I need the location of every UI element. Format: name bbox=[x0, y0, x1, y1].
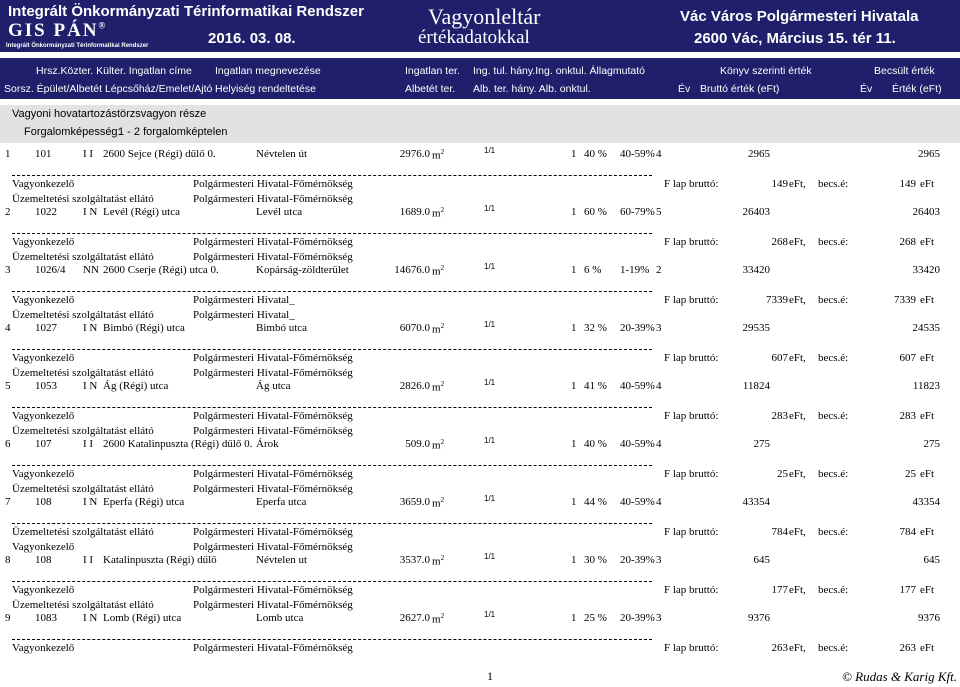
system-title: Integrált Önkormányzati Térinformatikai Rendszer bbox=[8, 3, 364, 20]
record-line3-org: Polgármesteri Hivatal-Főmérnökség bbox=[193, 483, 353, 495]
record-pct: 44 % bbox=[584, 496, 607, 508]
record-name: Névtelen ut bbox=[256, 554, 308, 566]
record-sorsz: 8 bbox=[5, 554, 11, 566]
record-becs-label: becs.é: bbox=[818, 468, 849, 480]
column-header: Érték (eFt) bbox=[892, 83, 942, 95]
record-estimated-value: 26403 bbox=[912, 206, 940, 218]
record-class: 3 bbox=[656, 322, 662, 334]
column-header: Könyv szerinti érték bbox=[720, 65, 812, 77]
record-name: Árok bbox=[256, 438, 279, 450]
record-class: 3 bbox=[656, 612, 662, 624]
record-row bbox=[0, 438, 960, 496]
record-name: Ág utca bbox=[256, 380, 291, 392]
record-hrsz: 107 bbox=[35, 438, 52, 450]
record-sorsz: 3 bbox=[5, 264, 11, 276]
report-subtitle: értékadatokkal bbox=[418, 27, 530, 48]
record-class: 2 bbox=[656, 264, 662, 276]
record-row bbox=[0, 496, 960, 554]
record-becs-label: becs.é: bbox=[818, 352, 849, 364]
record-range: 40-59% bbox=[620, 380, 655, 392]
record-class: 4 bbox=[656, 496, 662, 508]
record-flags: I N bbox=[83, 496, 98, 508]
column-header: Sorsz. Épület/Albetét Lépcsőház/Emelet/Ajtó bbox=[4, 83, 213, 95]
record-flags: I I bbox=[83, 438, 94, 450]
gispan-logo bbox=[8, 20, 107, 42]
column-header: Bruttó érték (eFt) bbox=[700, 83, 780, 95]
record-book-value: 645 bbox=[753, 554, 770, 566]
record-sorsz: 5 bbox=[5, 380, 11, 392]
record-hrsz: 108 bbox=[35, 554, 52, 566]
record-book-value: 275 bbox=[753, 438, 770, 450]
record-address: Eperfa (Régi) utca bbox=[103, 496, 185, 508]
record-line2-org: Polgármesteri Hivatal_ bbox=[193, 294, 295, 306]
record-line2-label: Vagyonkezelő bbox=[12, 352, 75, 364]
record-becs-value: 149 bbox=[899, 178, 916, 190]
record-line3-org: Polgármesteri Hivatal-Főmérnökség bbox=[193, 193, 353, 205]
record-becs-unit: eFt bbox=[920, 642, 935, 654]
record-share: 1/1 bbox=[484, 204, 496, 213]
record-address: Katalinpuszta (Régi) dűlő bbox=[103, 554, 217, 566]
record-line2-org: Polgármesteri Hivatal-Főmérnökség bbox=[193, 468, 353, 480]
record-flags: I I bbox=[83, 554, 94, 566]
record-line3-label: Üzemeltetési szolgáltatást ellátó bbox=[12, 599, 154, 611]
record-book-value: 11824 bbox=[742, 380, 770, 392]
record-f-label: F lap bruttó: bbox=[664, 526, 719, 538]
record-hrsz: 1083 bbox=[35, 612, 57, 624]
record-estimated-value: 33420 bbox=[912, 264, 940, 276]
record-becs-label: becs.é: bbox=[818, 526, 849, 538]
logo-text: GIS PÁN bbox=[8, 20, 99, 41]
record-becs-label: becs.é: bbox=[818, 642, 849, 654]
record-estimated-value: 24535 bbox=[912, 322, 940, 334]
record-estimated-value: 9376 bbox=[918, 612, 940, 624]
record-becs-label: becs.é: bbox=[818, 410, 849, 422]
record-f-label: F lap bruttó: bbox=[664, 178, 719, 190]
column-header: Ing. tul. hány.Ing. onktul. Állagmutató bbox=[473, 65, 645, 77]
record-pct: 60 % bbox=[584, 206, 607, 218]
record-line2-org: Polgármesteri Hivatal-Főmérnökség bbox=[193, 526, 353, 538]
record-becs-value: 177 bbox=[899, 584, 916, 596]
record-row bbox=[0, 206, 960, 264]
record-line2-org: Polgármesteri Hivatal-Főmérnökség bbox=[193, 352, 353, 364]
record-book-value: 29535 bbox=[742, 322, 770, 334]
record-f-unit: eFt, bbox=[789, 352, 806, 364]
unit-exponent: 2 bbox=[440, 206, 445, 214]
unit-base: m bbox=[432, 439, 441, 452]
record-range: 40-59% bbox=[620, 496, 655, 508]
record-area: 2826.0 bbox=[399, 380, 430, 392]
record-f-value: 7339 bbox=[766, 294, 788, 306]
record-f-label: F lap bruttó: bbox=[664, 468, 719, 480]
unit-exponent: 2 bbox=[440, 496, 445, 504]
record-area-unit bbox=[432, 612, 444, 626]
page-number: 1 bbox=[487, 669, 493, 683]
record-class: 4 bbox=[656, 380, 662, 392]
record-address: 2600 Katalinpuszta (Régi) dűlő 0. bbox=[103, 438, 253, 450]
unit-base: m bbox=[432, 497, 441, 510]
record-becs-label: becs.é: bbox=[818, 294, 849, 306]
record-area: 2976.0 bbox=[399, 148, 430, 160]
record-f-unit: eFt, bbox=[789, 468, 806, 480]
record-separator bbox=[12, 407, 652, 408]
record-onk: 1 bbox=[571, 496, 577, 508]
record-book-value: 43354 bbox=[742, 496, 770, 508]
section-title: Vagyoni hovatartozástörzsvagyon része bbox=[12, 108, 207, 120]
record-row bbox=[0, 612, 960, 670]
record-onk: 1 bbox=[571, 438, 577, 450]
record-becs-label: becs.é: bbox=[818, 236, 849, 248]
record-sorsz: 7 bbox=[5, 496, 11, 508]
copyright: © Rudas & Karig Kft. bbox=[842, 669, 957, 684]
unit-exponent: 2 bbox=[440, 554, 445, 562]
record-name: Eperfa utca bbox=[256, 496, 307, 508]
record-f-unit: eFt, bbox=[789, 294, 806, 306]
record-flags: I N bbox=[83, 206, 98, 218]
record-area-unit bbox=[432, 206, 444, 220]
record-becs-unit: eFt bbox=[920, 178, 935, 190]
record-estimated-value: 645 bbox=[923, 554, 940, 566]
record-pct: 32 % bbox=[584, 322, 607, 334]
column-header: Hrsz.Közter. Külter. Ingatlan címe bbox=[36, 65, 192, 77]
record-name: Névtelen út bbox=[256, 148, 308, 160]
record-becs-unit: eFt bbox=[920, 584, 935, 596]
record-f-label: F lap bruttó: bbox=[664, 352, 719, 364]
record-separator bbox=[12, 233, 652, 234]
record-becs-label: becs.é: bbox=[818, 584, 849, 596]
record-line2-org: Polgármesteri Hivatal-Főmérnökség bbox=[193, 178, 353, 190]
record-range: 60-79% bbox=[620, 206, 655, 218]
record-name: Bimbó utca bbox=[256, 322, 308, 334]
office-address: 2600 Vác, Március 15. tér 11. bbox=[694, 30, 896, 47]
record-area: 509.0 bbox=[405, 438, 430, 450]
record-flags: I I bbox=[83, 148, 94, 160]
column-header: Ingatlan megnevezése bbox=[215, 65, 321, 77]
record-separator bbox=[12, 581, 652, 582]
record-area: 1689.0 bbox=[399, 206, 430, 218]
record-becs-value: 263 bbox=[899, 642, 916, 654]
record-becs-unit: eFt bbox=[920, 468, 935, 480]
record-range: 20-39% bbox=[620, 554, 655, 566]
record-f-value: 607 bbox=[771, 352, 788, 364]
record-row bbox=[0, 148, 960, 206]
unit-exponent: 2 bbox=[440, 380, 445, 388]
record-hrsz: 1026/4 bbox=[35, 264, 66, 276]
record-name: Kopárság-zöldterület bbox=[256, 264, 349, 276]
record-f-label: F lap bruttó: bbox=[664, 294, 719, 306]
record-line2-org: Polgármesteri Hivatal-Főmérnökség bbox=[193, 642, 353, 654]
record-name: Lomb utca bbox=[256, 612, 304, 624]
record-line2-label: Vagyonkezelő bbox=[12, 294, 75, 306]
record-f-unit: eFt, bbox=[789, 178, 806, 190]
record-separator bbox=[12, 639, 652, 640]
record-hrsz: 1027 bbox=[35, 322, 57, 334]
unit-base: m bbox=[432, 555, 441, 568]
record-class: 5 bbox=[656, 206, 662, 218]
record-sorsz: 9 bbox=[5, 612, 11, 624]
record-onk: 1 bbox=[571, 264, 577, 276]
logo-subtitle: Integrált Önkormányzati Térinformatikai Rendszer bbox=[6, 43, 149, 49]
record-address: Bimbó (Régi) utca bbox=[103, 322, 185, 334]
record-separator bbox=[12, 465, 652, 466]
record-area: 14676.0 bbox=[394, 264, 430, 276]
record-estimated-value: 2965 bbox=[918, 148, 940, 160]
record-line3-label: Üzemeltetési szolgáltatást ellátó bbox=[12, 251, 154, 263]
unit-exponent: 2 bbox=[440, 322, 445, 330]
record-becs-unit: eFt bbox=[920, 294, 935, 306]
unit-exponent: 2 bbox=[440, 148, 445, 156]
record-address: 2600 Cserje (Régi) utca 0. bbox=[103, 264, 219, 276]
record-line2-label: Vagyonkezelő bbox=[12, 236, 75, 248]
record-becs-value: 784 bbox=[899, 526, 916, 538]
record-area: 2627.0 bbox=[399, 612, 430, 624]
record-becs-value: 268 bbox=[899, 236, 916, 248]
unit-base: m bbox=[432, 381, 441, 394]
record-hrsz: 1022 bbox=[35, 206, 57, 218]
record-becs-value: 25 bbox=[905, 468, 916, 480]
record-row bbox=[0, 264, 960, 322]
unit-exponent: 2 bbox=[440, 612, 445, 620]
record-becs-value: 283 bbox=[899, 410, 916, 422]
column-header: Ingatlan ter. bbox=[405, 65, 460, 77]
record-row bbox=[0, 554, 960, 612]
record-book-value: 33420 bbox=[742, 264, 770, 276]
record-share: 1/1 bbox=[484, 262, 496, 271]
record-address: Levél (Régi) utca bbox=[103, 206, 180, 218]
record-hrsz: 101 bbox=[35, 148, 52, 160]
record-share: 1/1 bbox=[484, 610, 496, 619]
record-area: 3659.0 bbox=[399, 496, 430, 508]
record-line3-org: Polgármesteri Hivatal-Főmérnökség bbox=[193, 425, 353, 437]
record-pct: 41 % bbox=[584, 380, 607, 392]
record-line2-org: Polgármesteri Hivatal-Főmérnökség bbox=[193, 236, 353, 248]
record-f-label: F lap bruttó: bbox=[664, 236, 719, 248]
office-name: Vác Város Polgármesteri Hivatala bbox=[680, 8, 919, 25]
record-f-value: 784 bbox=[771, 526, 788, 538]
record-line3-org: Polgármesteri Hivatal-Főmérnökség bbox=[193, 251, 353, 263]
record-f-unit: eFt, bbox=[789, 410, 806, 422]
record-separator bbox=[12, 175, 652, 176]
record-onk: 1 bbox=[571, 148, 577, 160]
unit-base: m bbox=[432, 265, 441, 278]
record-line2-label: Vagyonkezelő bbox=[12, 410, 75, 422]
record-line3-org: Polgármesteri Hivatal-Főmérnökség bbox=[193, 599, 353, 611]
record-area-unit bbox=[432, 148, 444, 162]
record-area-unit bbox=[432, 322, 444, 336]
record-hrsz: 1053 bbox=[35, 380, 57, 392]
record-flags: I N bbox=[83, 380, 98, 392]
record-becs-unit: eFt bbox=[920, 410, 935, 422]
record-onk: 1 bbox=[571, 380, 577, 392]
record-address: Ág (Régi) utca bbox=[103, 380, 169, 392]
record-area-unit bbox=[432, 264, 444, 278]
record-line2-label: Vagyonkezelő bbox=[12, 584, 75, 596]
record-address: Lomb (Régi) utca bbox=[103, 612, 182, 624]
record-book-value: 9376 bbox=[748, 612, 770, 624]
record-onk: 1 bbox=[571, 554, 577, 566]
record-f-unit: eFt, bbox=[789, 642, 806, 654]
column-header: Becsült érték bbox=[874, 65, 935, 77]
record-flags: I N bbox=[83, 322, 98, 334]
record-sorsz: 2 bbox=[5, 206, 11, 218]
record-becs-unit: eFt bbox=[920, 352, 935, 364]
record-share: 1/1 bbox=[484, 494, 496, 503]
record-area: 6070.0 bbox=[399, 322, 430, 334]
record-share: 1/1 bbox=[484, 146, 496, 155]
record-separator bbox=[12, 523, 652, 524]
record-class: 4 bbox=[656, 438, 662, 450]
record-estimated-value: 11823 bbox=[912, 380, 940, 392]
column-header-bar bbox=[0, 58, 960, 99]
record-range: 40-59% bbox=[620, 438, 655, 450]
record-flags: NN bbox=[83, 264, 99, 276]
report-title: Vagyonleltár bbox=[428, 4, 541, 29]
unit-base: m bbox=[432, 149, 441, 162]
record-address: 2600 Sejce (Régi) dűlő 0. bbox=[103, 148, 216, 160]
record-pct: 6 % bbox=[584, 264, 602, 276]
record-separator bbox=[12, 349, 652, 350]
registered-mark: ® bbox=[98, 20, 108, 31]
record-line2-org: Polgármesteri Hivatal-Főmérnökség bbox=[193, 410, 353, 422]
record-area-unit bbox=[432, 496, 444, 510]
unit-base: m bbox=[432, 613, 441, 626]
unit-base: m bbox=[432, 323, 441, 336]
record-onk: 1 bbox=[571, 322, 577, 334]
section-subtitle-value: 1 - 2 forgalomképtelen bbox=[118, 126, 228, 138]
record-f-label: F lap bruttó: bbox=[664, 584, 719, 596]
section-subtitle-label: Forgalomképesség: bbox=[24, 126, 121, 138]
record-line3-label: Üzemeltetési szolgáltatást ellátó bbox=[12, 367, 154, 379]
column-header: Alb. ter. hány. Alb. onktul. bbox=[473, 83, 591, 95]
record-line2-label: Vagyonkezelő bbox=[12, 642, 75, 654]
record-area-unit bbox=[432, 438, 444, 452]
record-f-value: 177 bbox=[771, 584, 788, 596]
record-range: 1-19% bbox=[620, 264, 650, 276]
record-estimated-value: 275 bbox=[923, 438, 940, 450]
record-line2-label: Üzemeltetési szolgáltatást ellátó bbox=[12, 526, 154, 538]
record-becs-value: 607 bbox=[899, 352, 916, 364]
record-pct: 25 % bbox=[584, 612, 607, 624]
unit-exponent: 2 bbox=[440, 438, 445, 446]
record-area-unit bbox=[432, 554, 444, 568]
record-sorsz: 4 bbox=[5, 322, 11, 334]
record-class: 4 bbox=[656, 148, 662, 160]
record-f-value: 263 bbox=[771, 642, 788, 654]
record-hrsz: 108 bbox=[35, 496, 52, 508]
record-flags: I N bbox=[83, 612, 98, 624]
record-area: 3537.0 bbox=[399, 554, 430, 566]
report-date: 2016. 03. 08. bbox=[208, 30, 296, 47]
record-pct: 40 % bbox=[584, 438, 607, 450]
record-share: 1/1 bbox=[484, 552, 496, 561]
record-pct: 40 % bbox=[584, 148, 607, 160]
record-becs-unit: eFt bbox=[920, 236, 935, 248]
record-line3-org: Polgármesteri Hivatal-Főmérnökség bbox=[193, 367, 353, 379]
column-header: Helyiség rendeltetése bbox=[215, 83, 316, 95]
record-book-value: 26403 bbox=[742, 206, 770, 218]
record-line3-label: Üzemeltetési szolgáltatást ellátó bbox=[12, 193, 154, 205]
record-area-unit bbox=[432, 380, 444, 394]
record-line3-label: Üzemeltetési szolgáltatást ellátó bbox=[12, 309, 154, 321]
record-class: 3 bbox=[656, 554, 662, 566]
record-line3-org: Polgármesteri Hivatal_ bbox=[193, 309, 295, 321]
column-header: Év bbox=[860, 83, 873, 95]
record-becs-label: becs.é: bbox=[818, 178, 849, 190]
record-line2-label: Vagyonkezelő bbox=[12, 178, 75, 190]
record-f-label: F lap bruttó: bbox=[664, 642, 719, 654]
record-sorsz: 1 bbox=[5, 148, 11, 160]
record-estimated-value: 43354 bbox=[912, 496, 940, 508]
record-share: 1/1 bbox=[484, 378, 496, 387]
record-line3-label: Üzemeltetési szolgáltatást ellátó bbox=[12, 425, 154, 437]
column-header: Év bbox=[678, 83, 691, 95]
record-f-unit: eFt, bbox=[789, 584, 806, 596]
record-becs-value: 7339 bbox=[894, 294, 916, 306]
record-share: 1/1 bbox=[484, 320, 496, 329]
record-separator bbox=[12, 291, 652, 292]
record-range: 20-39% bbox=[620, 612, 655, 624]
record-f-value: 268 bbox=[771, 236, 788, 248]
record-f-value: 283 bbox=[771, 410, 788, 422]
column-header: Albetét ter. bbox=[405, 83, 456, 95]
record-row bbox=[0, 380, 960, 438]
record-name: Levél utca bbox=[256, 206, 303, 218]
record-f-label: F lap bruttó: bbox=[664, 410, 719, 422]
record-range: 40-59% bbox=[620, 148, 655, 160]
record-share: 1/1 bbox=[484, 436, 496, 445]
record-becs-unit: eFt bbox=[920, 526, 935, 538]
record-book-value: 2965 bbox=[748, 148, 770, 160]
record-f-value: 25 bbox=[777, 468, 788, 480]
record-f-value: 149 bbox=[771, 178, 788, 190]
record-f-unit: eFt, bbox=[789, 236, 806, 248]
record-line3-label: Vagyonkezelő bbox=[12, 541, 75, 553]
record-f-unit: eFt, bbox=[789, 526, 806, 538]
record-pct: 30 % bbox=[584, 554, 607, 566]
record-sorsz: 6 bbox=[5, 438, 11, 450]
record-line3-label: Üzemeltetési szolgáltatást ellátó bbox=[12, 483, 154, 495]
unit-exponent: 2 bbox=[440, 264, 445, 272]
record-onk: 1 bbox=[571, 206, 577, 218]
record-onk: 1 bbox=[571, 612, 577, 624]
record-line2-label: Vagyonkezelő bbox=[12, 468, 75, 480]
record-range: 20-39% bbox=[620, 322, 655, 334]
unit-base: m bbox=[432, 207, 441, 220]
record-row bbox=[0, 322, 960, 380]
record-line3-org: Polgármesteri Hivatal-Főmérnökség bbox=[193, 541, 353, 553]
record-line2-org: Polgármesteri Hivatal-Főmérnökség bbox=[193, 584, 353, 596]
